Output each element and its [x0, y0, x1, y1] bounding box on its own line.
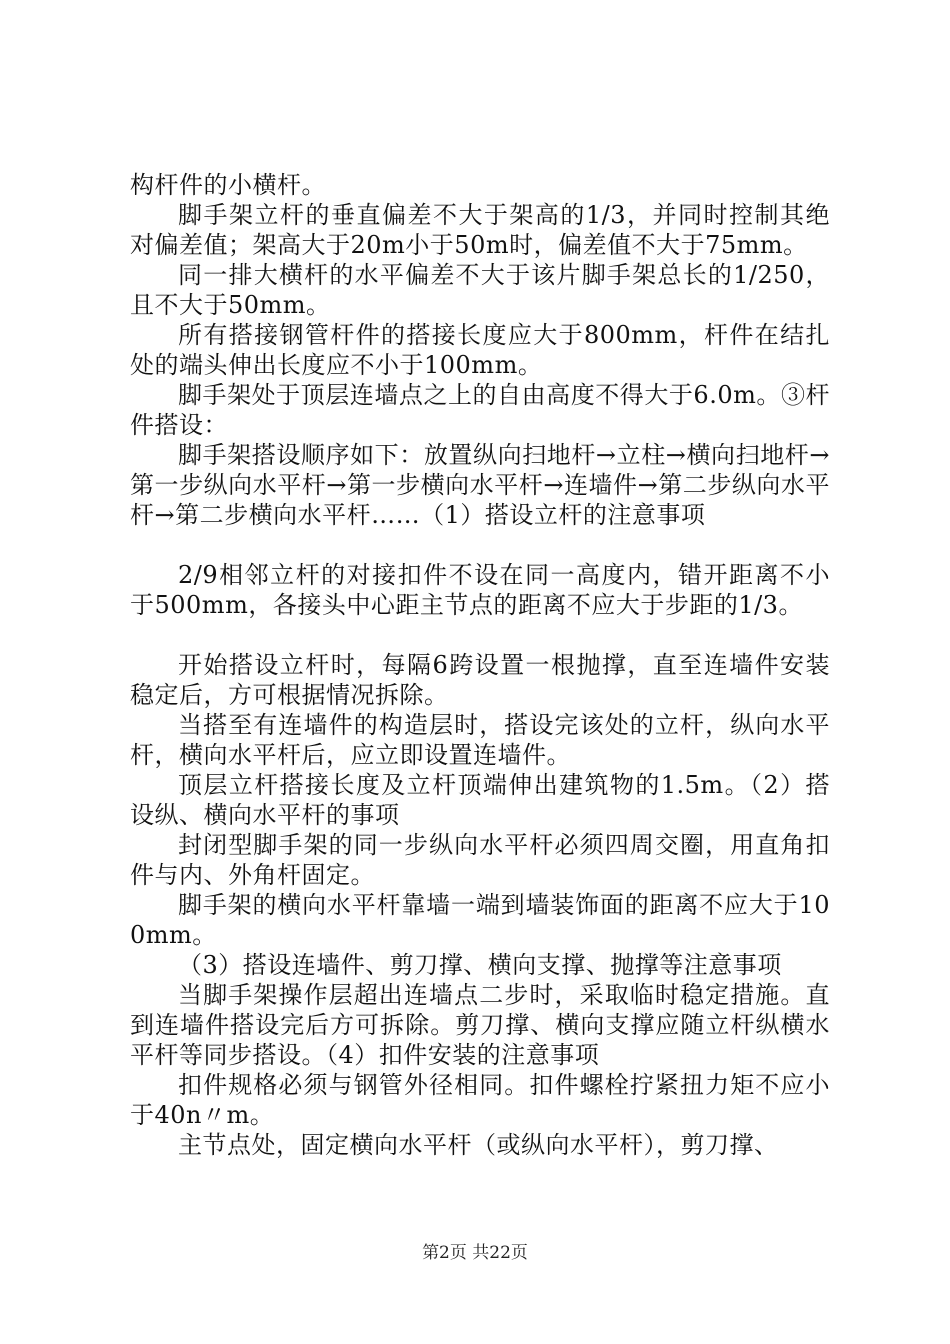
paragraph-14: 当脚手架操作层超出连墙点二步时，采取临时稳定措施。直到连墙件搭设完后方可拆除。剪刀撑、横向支撑应随立杆纵横水平杆等同步搭设。（4）扣件安装的注意事项: [130, 981, 830, 1069]
paragraph-3: 同一排大横杆的水平偏差不大于该片脚手架总长的1/250，且不大于50mm。: [130, 261, 830, 319]
paragraph-11: 封闭型脚手架的同一步纵向水平杆必须四周交圈，用直角扣件与内、外角杆固定。: [130, 831, 830, 889]
paragraph-4: 所有搭接钢管杆件的搭接长度应大于800mm，杆件在结扎处的端头伸出长度应不小于100mm。: [130, 321, 830, 379]
paragraph-13: （3）搭设连墙件、剪刀撑、横向支撑、抛撑等注意事项: [178, 951, 782, 979]
paragraph-6: 脚手架搭设顺序如下：放置纵向扫地杆→立柱→横向扫地杆→第一步纵向水平杆→第一步横向水平杆→连墙件→第二步纵向水平杆→第二步横向水平杆……（1）搭设立杆的注意事项: [130, 441, 830, 529]
paragraph-10: 顶层立杆搭接长度及立杆顶端伸出建筑物的1.5m。（2）搭设纵、横向水平杆的事项: [130, 771, 830, 829]
paragraph-8: 开始搭设立杆时，每隔6跨设置一根抛撑，直至连墙件安装稳定后，方可根据情况拆除。: [130, 651, 830, 709]
paragraph-15: 扣件规格必须与钢管外径相同。扣件螺栓拧紧扭力矩不应小于40n〃m。: [130, 1071, 830, 1129]
paragraph-7: 2/9相邻立杆的对接扣件不设在同一高度内，错开距离不小于500mm，各接头中心距主节点的距离不应大于步距的1/3。: [130, 561, 830, 619]
paragraph-1: 构杆件的小横杆。: [130, 171, 326, 199]
paragraph-2: 脚手架立杆的垂直偏差不大于架高的1/3，并同时控制其绝对偏差值；架高大于20m小于50m时，偏差值不大于75mm。: [130, 201, 830, 259]
paragraph-16: 主节点处，固定横向水平杆（或纵向水平杆），剪刀撑、: [178, 1131, 779, 1159]
paragraph-5: 脚手架处于顶层连墙点之上的自由高度不得大于6.0m。③杆件搭设：: [130, 381, 830, 439]
page-footer: 第2页 共22页: [422, 1243, 528, 1263]
paragraph-9: 当搭至有连墙件的构造层时，搭设完该处的立杆，纵向水平杆，横向水平杆后，应立即设置连墙件。: [130, 711, 830, 769]
paragraph-12: 脚手架的横向水平杆靠墙一端到墙装饰面的距离不应大于100mm。: [130, 891, 830, 949]
document-body: [130, 170, 830, 1160]
